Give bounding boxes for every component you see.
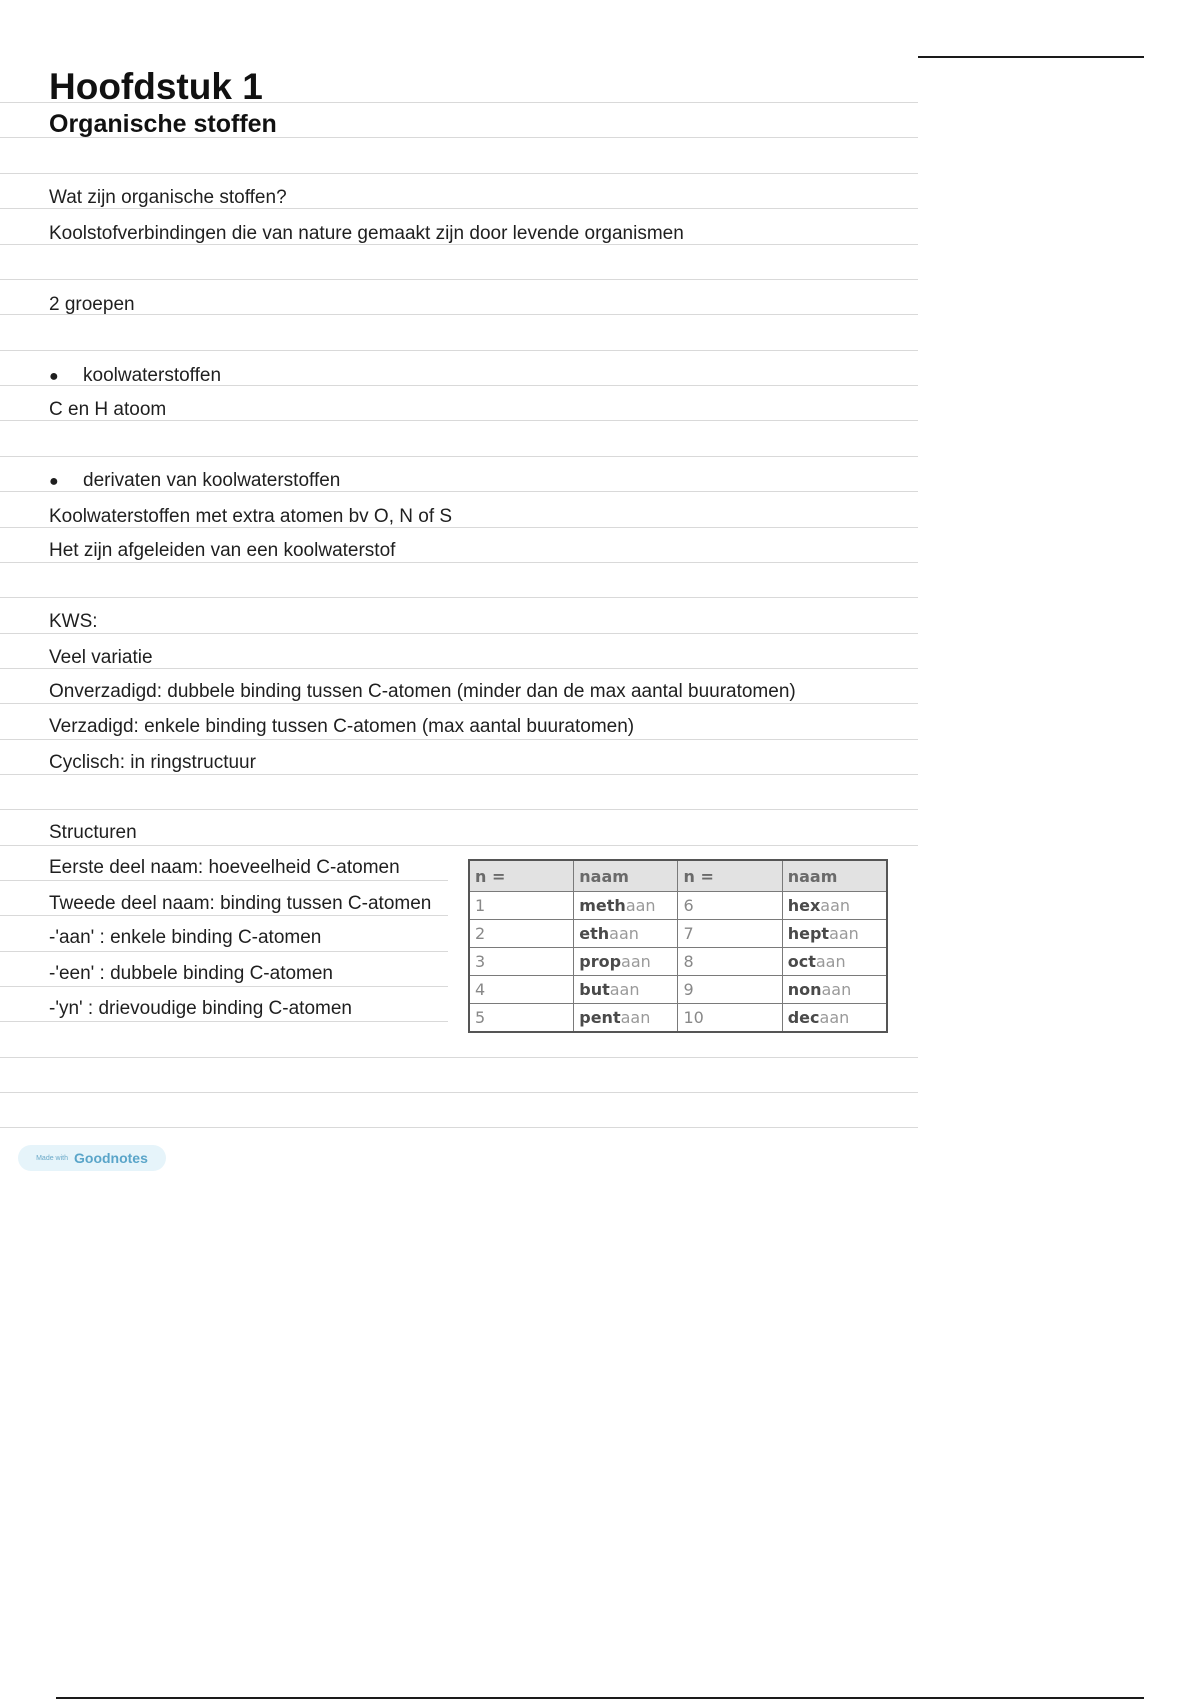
table-cell xyxy=(574,892,678,920)
table-cell xyxy=(574,1004,678,1033)
name-stem: hept xyxy=(787,924,830,943)
table-cell xyxy=(782,892,887,920)
ruled-line xyxy=(0,986,448,987)
page-subtitle: Organische stoffen xyxy=(49,110,277,138)
table-row xyxy=(469,920,887,948)
bullet-item-koolwaterstoffen xyxy=(49,365,221,388)
ruled-line xyxy=(0,1127,918,1128)
ruled-line xyxy=(0,279,918,280)
name-stem: but xyxy=(579,980,610,999)
ruled-line xyxy=(0,350,918,351)
name-suffix: aan xyxy=(829,924,859,943)
table-cell xyxy=(782,1004,887,1033)
bullet-item-derivaten xyxy=(49,470,340,493)
column-header: n = xyxy=(469,860,574,892)
ruled-line xyxy=(0,173,918,174)
table-row xyxy=(469,976,887,1004)
groups-line: 2 groepen xyxy=(49,294,135,315)
question-line: Wat zijn organische stoffen? xyxy=(49,187,287,208)
table-cell: 3 xyxy=(469,948,574,976)
structures-line: -'aan' : enkele binding C-atomen xyxy=(49,927,322,948)
table-cell xyxy=(782,976,887,1004)
table-cell xyxy=(574,976,678,1004)
name-suffix: aan xyxy=(820,896,851,915)
column-header: n = xyxy=(678,860,782,892)
kws-heading: KWS: xyxy=(49,611,98,632)
table-cell: 2 xyxy=(469,920,574,948)
kws-line: Onverzadigd: dubbele binding tussen C-atomen (minder dan de max aantal buuratomen) xyxy=(49,681,796,702)
ruled-line xyxy=(0,880,448,881)
structures-line: -'yn' : drievoudige binding C-atomen xyxy=(49,998,352,1019)
structures-heading: Structuren xyxy=(49,822,137,843)
ruled-line xyxy=(0,1057,918,1058)
bullet-description: Koolwaterstoffen met extra atomen bv O, N of S xyxy=(49,506,453,527)
bullet-description: Het zijn afgeleiden van een koolwaterstof xyxy=(49,540,396,561)
kws-line: Cyclisch: in ringstructuur xyxy=(49,752,256,773)
kws-line: Verzadigd: enkele binding tussen C-atomen (max aantal buuratomen) xyxy=(49,716,635,737)
bullet-description: C en H atoom xyxy=(49,399,167,420)
kws-line: Veel variatie xyxy=(49,647,153,668)
table-cell xyxy=(782,948,887,976)
column-header: naam xyxy=(574,860,678,892)
ruled-line xyxy=(0,845,918,846)
name-stem: meth xyxy=(579,896,626,915)
ruled-line xyxy=(0,915,448,916)
name-suffix: aan xyxy=(609,980,640,999)
name-stem: hex xyxy=(787,896,821,915)
name-suffix: aan xyxy=(621,952,651,971)
table-row xyxy=(469,892,887,920)
bullet-icon: ● xyxy=(49,368,59,385)
name-suffix: aan xyxy=(821,980,852,999)
name-stem: oct xyxy=(787,952,816,971)
alkane-names-table xyxy=(468,859,888,1033)
table-header-row xyxy=(469,860,887,892)
name-suffix: aan xyxy=(819,1008,850,1027)
table-cell xyxy=(574,948,678,976)
ruled-line xyxy=(0,703,918,704)
ruled-line xyxy=(0,597,918,598)
badge-brand: Goodnotes xyxy=(74,1150,148,1166)
table-cell: 8 xyxy=(678,948,782,976)
page-title: Hoofdstuk 1 xyxy=(49,66,263,107)
goodnotes-badge xyxy=(18,1145,166,1171)
structures-line: -'een' : dubbele binding C-atomen xyxy=(49,963,333,984)
ruled-line xyxy=(0,314,918,315)
ruled-line xyxy=(0,774,918,775)
table-cell xyxy=(782,920,887,948)
name-suffix: aan xyxy=(815,952,846,971)
table-cell: 1 xyxy=(469,892,574,920)
top-rule xyxy=(918,56,1144,58)
table-cell: 9 xyxy=(678,976,782,1004)
ruled-line xyxy=(0,809,918,810)
table-cell: 6 xyxy=(678,892,782,920)
ruled-line xyxy=(0,739,918,740)
table-cell xyxy=(574,920,678,948)
ruled-line xyxy=(0,1021,448,1022)
bullet-label: koolwaterstoffen xyxy=(83,365,222,386)
ruled-line xyxy=(0,633,918,634)
badge-prefix: Made with xyxy=(36,1154,68,1162)
name-stem: pent xyxy=(579,1008,621,1027)
name-stem: prop xyxy=(579,952,622,971)
bottom-rule xyxy=(56,1697,1144,1699)
name-suffix: aan xyxy=(620,1008,651,1027)
table-cell: 10 xyxy=(678,1004,782,1033)
bullet-label: derivaten van koolwaterstoffen xyxy=(83,470,341,491)
name-suffix: aan xyxy=(609,924,639,943)
table-cell: 7 xyxy=(678,920,782,948)
name-stem: non xyxy=(787,980,822,999)
bullet-icon: ● xyxy=(49,473,59,490)
ruled-line xyxy=(0,951,448,952)
name-stem: dec xyxy=(787,1008,820,1027)
name-suffix: aan xyxy=(625,896,656,915)
structures-line: Tweede deel naam: binding tussen C-atomen xyxy=(49,893,432,914)
name-stem: eth xyxy=(579,924,610,943)
table-cell: 5 xyxy=(469,1004,574,1033)
definition-line: Koolstofverbindingen die van nature gemaakt zijn door levende organismen xyxy=(49,223,684,244)
table-row xyxy=(469,1004,887,1033)
ruled-line xyxy=(0,1092,918,1093)
table-cell: 4 xyxy=(469,976,574,1004)
column-header: naam xyxy=(782,860,887,892)
ruled-line xyxy=(0,562,918,563)
structures-line: Eerste deel naam: hoeveelheid C-atomen xyxy=(49,857,400,878)
ruled-line xyxy=(0,456,918,457)
table-row xyxy=(469,948,887,976)
